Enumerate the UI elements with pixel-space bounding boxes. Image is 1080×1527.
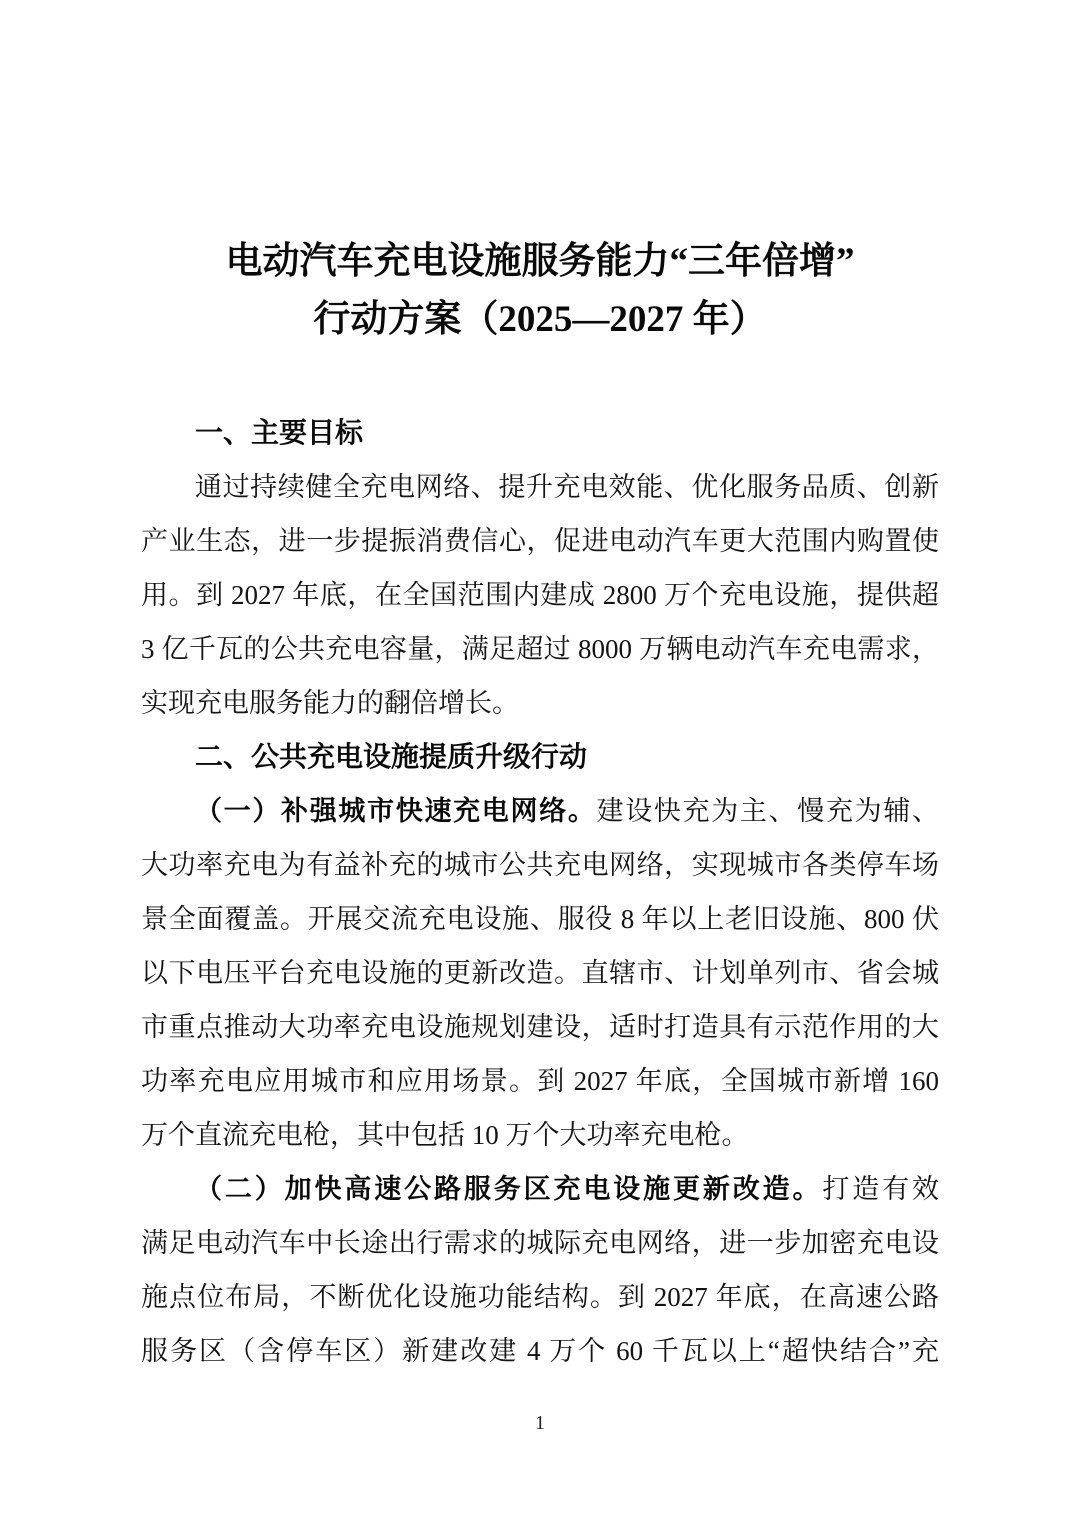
- text-line: 3 亿千瓦的公共充电容量，满足超过 8000 万辆电动汽车充电需求，: [141, 634, 939, 664]
- text-line: 市重点推动大功率充电设施规划建设，适时打造具有示范作用的大: [141, 1012, 939, 1042]
- text-line: 功率充电应用城市和应用场景。到 2027 年底，全国城市新增 160: [141, 1066, 939, 1096]
- paragraph: [141, 460, 939, 730]
- text-line: 施点位布局，不断优化设施功能结构。到 2027 年底，在高速公路: [141, 1282, 939, 1312]
- page-number: 1: [535, 1412, 545, 1434]
- text-line: 景全面覆盖。开展交流充电设施、服役 8 年以上老旧设施、800 伏: [141, 904, 939, 934]
- text-line: 以下电压平台充电设施的更新改造。直辖市、计划单列市、省会城: [141, 958, 939, 988]
- paragraph-lead: （二）加快高速公路服务区充电设施更新改造。: [195, 1174, 823, 1204]
- text-line: 实现充电服务能力的翻倍增长。: [141, 688, 519, 718]
- text-line: 通过持续健全充电网络、提升充电效能、优化服务品质、创新: [195, 472, 939, 502]
- text-line: 服务区（含停车区）新建改建 4 万个 60 千瓦以上“超快结合”充: [141, 1336, 939, 1366]
- text-line: 大功率充电为有益补充的城市公共充电网络，实现城市各类停车场: [141, 850, 939, 880]
- section-heading: 二、公共充电设施提质升级行动: [195, 741, 588, 772]
- text-line: 满足电动汽车中长途出行需求的城际充电网络，进一步加密充电设: [141, 1228, 939, 1258]
- document-title-line-1: 电动汽车充电设施服务能力“三年倍增”: [225, 241, 855, 282]
- text-line: 用。到 2027 年底，在全国范围内建成 2800 万个充电设施，提供超: [141, 580, 939, 610]
- document-title: [140, 233, 940, 349]
- document-title-line-2: 行动方案（2025—2027 年）: [313, 299, 767, 340]
- paragraph: [141, 784, 939, 1162]
- text-line: （一）补强城市快速充电网络。建设快充为主、慢充为辅、: [195, 796, 940, 826]
- paragraph: [141, 1162, 939, 1378]
- text-line: 万个直流充电枪，其中包括 10 万个大功率充电枪。: [141, 1120, 749, 1150]
- document-body: [141, 406, 939, 1378]
- text-line: 产业生态，进一步提振消费信心，促进电动汽车更大范围内购置使: [141, 526, 939, 556]
- section-heading: 一、主要目标: [195, 417, 364, 448]
- text-line: （二）加快高速公路服务区充电设施更新改造。打造有效: [195, 1174, 939, 1204]
- paragraph-lead: （一）补强城市快速充电网络。: [195, 796, 597, 826]
